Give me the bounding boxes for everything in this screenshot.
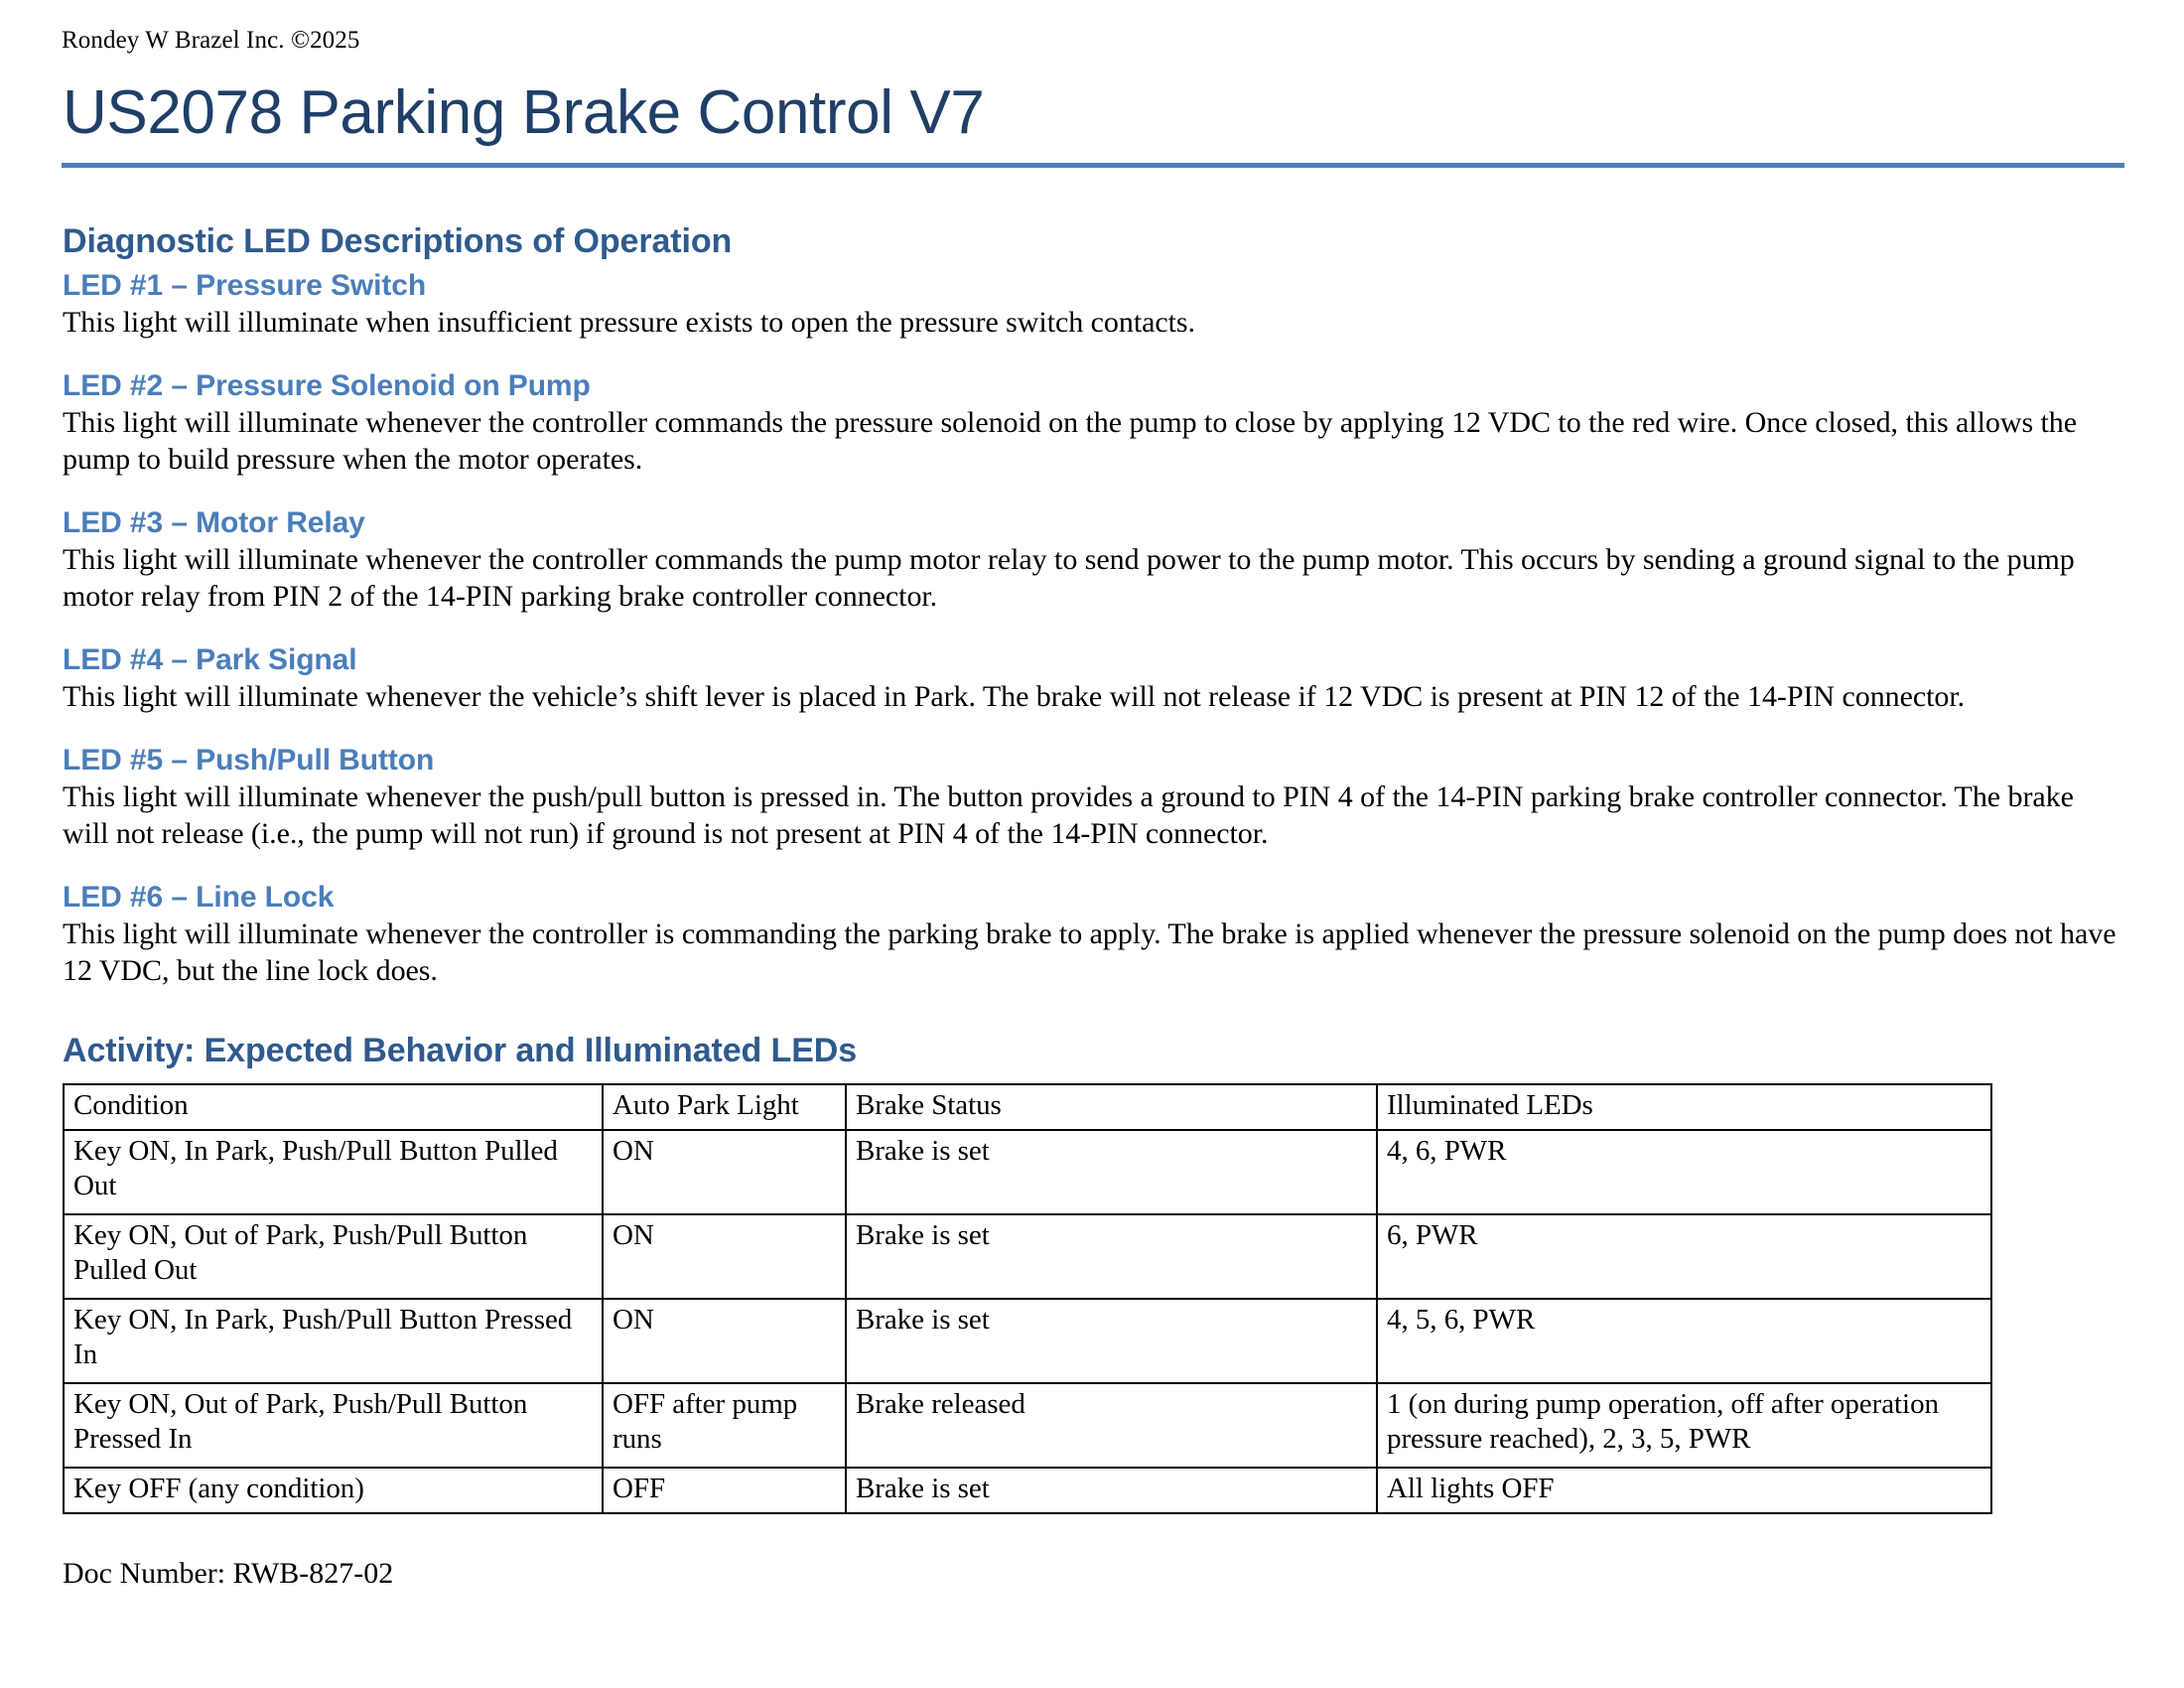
led-3-text: This light will illuminate whenever the controller commands the pump motor relay to send power to the pump motor. This occurs by sending a ground signal to the pump motor relay from PIN 2 of the 14-PIN parking brake controller connector. [63,543,2075,613]
table-row [64,1299,1991,1383]
section-heading-activity: Activity: Expected Behavior and Illuminated LEDs [63,1032,858,1069]
cell-condition: Key ON, Out of Park, Push/Pull Button Pulled Out [64,1214,603,1299]
led-5-text: This light will illuminate whenever the push/pull button is pressed in. The button provides a ground to PIN 4 of the 14-PIN parking brake controller connector. The brake will not release (i.e., the pump will not run) if ground is not present at PIN 4 of the 14-PIN connector. [63,780,2074,850]
table-row [64,1130,1991,1214]
cell-condition: Key ON, In Park, Push/Pull Button Pressed In [64,1299,603,1383]
led-2-heading: LED #2 – Pressure Solenoid on Pump [63,369,591,402]
cell-brake-status: Brake is set [846,1214,1377,1299]
cell-condition: Key ON, In Park, Push/Pull Button Pulled Out [64,1130,603,1214]
led-6-text: This light will illuminate whenever the controller is commanding the parking brake to apply. The brake is applied whenever the pressure solenoid on the pump does not have 12 VDC, but the line lock does. [63,917,2116,987]
column-header-condition: Condition [64,1084,603,1130]
cell-brake-status: Brake is set [846,1130,1377,1214]
activity-table [63,1083,1992,1514]
led-4-heading: LED #4 – Park Signal [63,643,357,676]
led-1-heading: LED #1 – Pressure Switch [63,269,427,302]
title-divider [62,163,2124,168]
table-row [64,1383,1991,1468]
table-row [64,1468,1991,1513]
cell-brake-status: Brake is set [846,1468,1377,1513]
cell-illuminated-leds: 6, PWR [1377,1214,1991,1299]
cell-brake-status: Brake is set [846,1299,1377,1383]
cell-auto-park-light: ON [603,1299,846,1383]
cell-illuminated-leds: 4, 6, PWR [1377,1130,1991,1214]
cell-auto-park-light: ON [603,1130,846,1214]
led-1-text: This light will illuminate when insufficient pressure exists to open the pressure switch contacts. [63,306,1195,339]
led-6-heading: LED #6 – Line Lock [63,881,335,914]
cell-auto-park-light: OFF after pump runs [603,1383,846,1468]
cell-illuminated-leds: All lights OFF [1377,1468,1991,1513]
copyright-line: Rondey W Brazel Inc. ©2025 [62,27,360,54]
led-2-text: This light will illuminate whenever the controller commands the pressure solenoid on the pump to close by applying 12 VDC to the red wire. Once closed, this allows the pump to build pressure when the motor operates. [63,406,2078,476]
column-header-illuminated-leds: Illuminated LEDs [1377,1084,1991,1130]
cell-auto-park-light: OFF [603,1468,846,1513]
cell-auto-park-light: ON [603,1214,846,1299]
cell-illuminated-leds: 1 (on during pump operation, off after operation pressure reached), 2, 3, 5, PWR [1377,1383,1991,1468]
cell-brake-status: Brake released [846,1383,1377,1468]
cell-condition: Key ON, Out of Park, Push/Pull Button Pressed In [64,1383,603,1468]
section-heading-diagnostic: Diagnostic LED Descriptions of Operation [63,222,733,260]
led-5-heading: LED #5 – Push/Pull Button [63,744,435,776]
table-row [64,1214,1991,1299]
cell-condition: Key OFF (any condition) [64,1468,603,1513]
cell-illuminated-leds: 4, 5, 6, PWR [1377,1299,1991,1383]
doc-number: Doc Number: RWB-827-02 [63,1557,394,1590]
column-header-auto-park-light: Auto Park Light [603,1084,846,1130]
table-header-row [64,1084,1991,1130]
column-header-brake-status: Brake Status [846,1084,1377,1130]
led-4-text: This light will illuminate whenever the vehicle’s shift lever is placed in Park. The brake will not release if 12 VDC is present at PIN 12 of the 14-PIN connector. [63,680,1966,713]
led-3-heading: LED #3 – Motor Relay [63,506,365,539]
page-title: US2078 Parking Brake Control V7 [63,78,985,147]
